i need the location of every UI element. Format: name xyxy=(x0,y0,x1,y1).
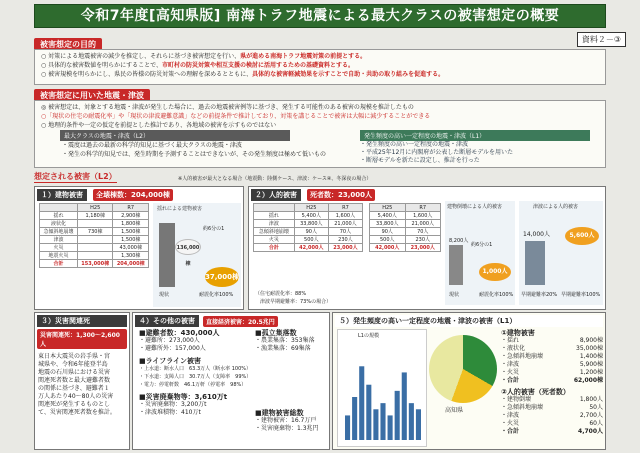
lifeline-line: ・電力：停電軒数 46.1万軒（停電率 98%） xyxy=(139,382,247,388)
table-row: 火災 500人 230人 xyxy=(254,236,363,244)
purpose-box xyxy=(34,49,606,85)
isolated-line: ・農業集落：353集落 xyxy=(255,337,315,344)
reduced-bubble: 5,600人 xyxy=(565,227,599,245)
l1-human-row: ・火災 60人 xyxy=(501,420,603,427)
chart-bar xyxy=(409,403,414,440)
l1-building-row: ・揺れ 8,900棟 xyxy=(501,337,603,344)
body-line: 関連死が発生するものとし xyxy=(38,401,111,408)
max-class-desc-2: ・発生の科学的知見では、発生時期を予測することはできないが、その発生頻度は極めて低いもの xyxy=(62,151,327,158)
l1-building-row: ・急傾斜地崩壊 1,400棟 xyxy=(501,353,603,360)
max-class-label: 最大クラスの地震・津波（L2） xyxy=(60,130,290,141)
table-row: 急傾斜地崩壊 730棟 1,500棟 xyxy=(40,228,149,236)
body-line: 東日本大震災の岩手県・宮 xyxy=(38,353,111,360)
isolated-heading: ■孤立集落数 xyxy=(255,329,297,337)
table-row: 合計 153,000棟 204,000棟 xyxy=(40,260,149,268)
human-footnote-1: （住宅耐震化率：88% xyxy=(255,291,307,297)
total-line: ・建物被害：16.7万戸 xyxy=(255,417,317,424)
freq-desc-1: ・発生頻度の高い一定程度の地震・津波 xyxy=(360,141,469,148)
ratio-label: 約6分の1 xyxy=(471,242,493,248)
caption: 現状 xyxy=(449,292,460,298)
evacuee-line: ・避難所外：157,000人 xyxy=(139,345,206,352)
table-row: 液状化 1,800棟 xyxy=(40,220,149,228)
reduced-bubble: 37,000棟 xyxy=(205,267,239,287)
body-line: 関連死者数と最大避難者数 xyxy=(38,377,111,384)
caption: 早期避難率20% xyxy=(521,292,558,298)
waste-heading: ■災害廃棄物等：3,610万t xyxy=(139,393,228,401)
other-heading: ４）その他の被害 xyxy=(135,315,199,327)
pie-chart xyxy=(429,335,497,403)
body-line: 万人あたり40～80人の災害 xyxy=(38,393,114,400)
chart-bar xyxy=(402,372,407,440)
wave-icon xyxy=(525,241,545,285)
lifeline-line: ・下水道：支障人口 30.7万人（支障率 99%） xyxy=(139,374,252,380)
body-line: 城県や、令和6年能登半島 xyxy=(38,361,108,368)
total-line: ・災害廃棄物：1.3兆円 xyxy=(255,425,319,432)
value-label: 8,200人 xyxy=(449,238,469,244)
illus-label: 揺れによる建物被害 xyxy=(157,206,203,212)
l1-chart xyxy=(337,329,427,447)
ratio-label: 約6分の1 xyxy=(203,226,225,232)
purpose-line-3: ○ 被害規模を明らかにし、県民の皆様の防災対策への理解を深めるとともに、具体的な被害軽減効果を示すことで自助・共助の取り組みを促進する。 xyxy=(41,71,445,78)
chart-bar xyxy=(416,409,421,440)
human-table-r7: H25 R7 5,400人 1,600人 33,800人 21,000人 90人 70人 500人 230人 42,000人 23,000人 xyxy=(369,203,441,252)
freq-class-label: 発生頻度の高い一定程度の地震・津波（L1） xyxy=(360,130,590,141)
economic-tag: 直接経済被害：20.5兆円 xyxy=(203,316,278,327)
freq-desc-2: ・平成25年12月に内閣府が公表した断層モデルを用いた xyxy=(360,149,513,156)
building-heading: １）建物被害 xyxy=(37,189,87,201)
building-panel xyxy=(34,186,244,310)
reduced-bubble: 1,000人 xyxy=(479,263,511,281)
body-line: て、災害関連死者数を推計。 xyxy=(38,409,116,416)
quake-line-3: ○ 地理的条件や一定の仮定を前提とした推計であり、各地域の被害を示すものではない xyxy=(41,122,277,129)
related-death-tag: 災害関連死：1,300～2,600人 xyxy=(37,329,127,349)
purpose-line-1: ○ 対策による地震被害の減少を推定し、それらに基づき被害想定を行い、県が進める南海トラフ地震対策の前提とする。 xyxy=(41,53,367,60)
human-heading: ２）人的被害 xyxy=(251,189,301,201)
chart-bar xyxy=(366,385,371,440)
human-panel xyxy=(248,186,606,310)
illus-label: 建物倒壊による人的被害 xyxy=(447,204,503,210)
l1-panel xyxy=(332,312,606,450)
chart-note: L1の規模 xyxy=(358,333,379,339)
human-illus-1 xyxy=(445,201,515,305)
quake-line-2: ○「現状の住宅の耐震化率」や「現状の津波避難意識」などの前提条件で推計しており、対策を講じることで被害は大幅に減少することができる xyxy=(41,113,431,120)
l1-building-row: ・液状化 35,000棟 xyxy=(501,345,603,352)
assumed-heading: 想定される被害（L2） xyxy=(34,172,117,181)
l1-building-heading: ①建物被害 xyxy=(501,329,535,337)
person-icon xyxy=(449,245,463,285)
table-row: 急傾斜地崩壊 90人 70人 xyxy=(254,228,363,236)
purpose-line-2: ○ 具体的な被害数値を明らかにすることで、市町村の防災対策や相互支援の検討に活用するための基礎資料とする。 xyxy=(41,62,355,69)
value-label: 14,000人 xyxy=(523,231,550,238)
quake-line-1: ◎ 被害想定は、対象とする地震・津波が発生した場合に、過去の地震被害例等に基づき、発生する可能性のある被害の規模を推計したもの xyxy=(41,104,414,111)
value-bubble: 136,000棟 xyxy=(175,239,201,255)
waste-line: ・津波堆積物：410万t xyxy=(139,409,201,416)
other-damage-panel xyxy=(132,312,330,450)
body-line: の関係に基づき、避難者１ xyxy=(38,385,110,392)
pie-label: 高知県 xyxy=(445,407,464,414)
l1-heading: ５）発生頻度の高い一定程度の地震・津波の被害（L1） xyxy=(335,315,603,327)
caption-target: 耐震化率100% xyxy=(199,292,234,298)
l1-building-row: ・合計 62,000棟 xyxy=(501,377,603,384)
table-row: 地震火災 1,300棟 xyxy=(40,252,149,260)
chart-bar xyxy=(380,403,385,440)
evacuee-line: ・避難所：273,000人 xyxy=(139,337,200,344)
document-number: 資料２－③ xyxy=(577,32,626,47)
table-row: 火災 43,000棟 xyxy=(40,244,149,252)
l1-human-row: ・建物倒壊 1,800人 xyxy=(501,396,603,403)
page-title: 令和7年度[高知県版] 南海トラフ地震による最大クラスの被害想定の概要 xyxy=(34,4,606,28)
chart-bar xyxy=(352,397,357,440)
building-illustration xyxy=(153,203,241,307)
caption: 早期避難率100% xyxy=(561,292,601,298)
total-heading: ■建物被害総数 xyxy=(255,409,304,417)
human-table: H25 R7 揺れ 5,400人 1,600人 津波 33,800人 21,000人 急傾斜地崩壊 90人 70人 火災 500人 230人 合計 42,000人 23,000人 xyxy=(253,203,363,252)
lifeline-line: ・上水道：断水人口 63.3万人（断水率 100%） xyxy=(139,366,252,372)
human-footnote-2: 津波早期避難率：73%の場合） xyxy=(255,299,332,305)
l1-human-row: ・津波 2,700人 xyxy=(501,412,603,419)
illus-label: 津波による人的被害 xyxy=(533,204,579,210)
related-death-heading: ３）災害関連死 xyxy=(37,315,127,327)
table-row: 津波 33,800人 21,000人 xyxy=(254,220,363,228)
body-line: 地震の石川県における災害 xyxy=(38,369,111,376)
caption-current: 現状 xyxy=(159,292,170,298)
l1-human-heading: ②人的被害（死者数） xyxy=(501,388,570,396)
assumed-note: ※人的被害が最大となる場合（地震動：陸側ケース、津波：ケース④、冬深夜の場合） xyxy=(178,176,372,182)
building-table: H25 R7 揺れ 1,180棟 2,900棟 液状化 1,800棟 急傾斜地崩壊 730棟 1,500棟 津波 1,500棟 火災 43,000棟 地震火災 1,300棟 合計 153,000棟 204,000棟 xyxy=(39,203,149,268)
l1-building-row: ・火災 1,200棟 xyxy=(501,369,603,376)
table-row: 揺れ 5,400人 1,600人 xyxy=(254,212,363,220)
human-illus-2 xyxy=(519,201,603,305)
evacuee-heading: ■避難者数：430,000人 xyxy=(139,329,220,337)
freq-desc-3: ・断層モデルを新たに設定し、推計を行った xyxy=(360,157,480,164)
purpose-heading: 被害想定の目的 xyxy=(34,38,102,51)
lifeline-heading: ■ライフライン被害 xyxy=(139,357,201,365)
building-total-tag: 全壊棟数：204,000棟 xyxy=(93,189,173,201)
table-row: 合計 42,000人 23,000人 xyxy=(254,244,363,252)
chart-bar xyxy=(395,391,400,440)
l1-building-row: ・津波 5,900棟 xyxy=(501,361,603,368)
chart-bar xyxy=(388,415,393,440)
human-total-tag: 死者数：23,000人 xyxy=(307,189,375,201)
building-icon xyxy=(159,223,175,287)
l1-human-row: ・合計 4,700人 xyxy=(501,428,603,435)
chart-bar xyxy=(345,415,350,440)
isolated-line: ・漁業集落：69集落 xyxy=(255,345,311,352)
chart-bar xyxy=(373,409,378,440)
chart-bar xyxy=(359,366,364,440)
bar-chart xyxy=(338,344,426,444)
table-row: 津波 1,500棟 xyxy=(40,236,149,244)
related-death-panel xyxy=(34,312,130,450)
l1-human-row: ・急傾斜地崩壊 50人 xyxy=(501,404,603,411)
waste-line: ・災害廃棄物：3,200万t xyxy=(139,401,207,408)
table-row: 揺れ 1,180棟 2,900棟 xyxy=(40,212,149,220)
quake-heading: 被害想定に用いた地震・津波 xyxy=(34,89,150,102)
max-class-desc-1: ・震度は過去の最新の科学的知見に基づく最大クラスの地震・津波 xyxy=(62,142,242,149)
caption: 耐震化率100% xyxy=(479,292,514,298)
